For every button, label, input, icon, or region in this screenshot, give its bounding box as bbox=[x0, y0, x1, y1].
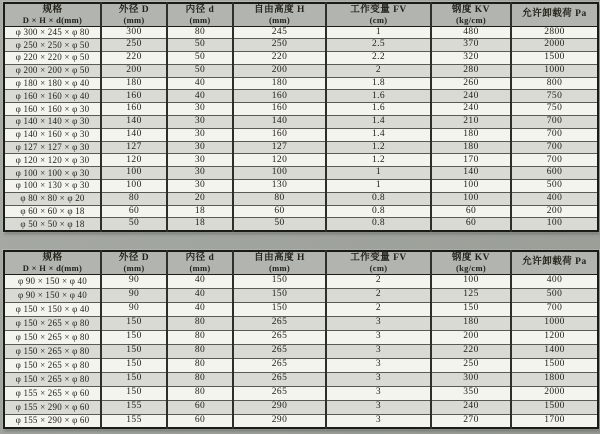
value-cell: 140 bbox=[101, 116, 167, 129]
table-row bbox=[4, 116, 598, 129]
value-cell: 1.6 bbox=[326, 90, 431, 103]
column-header-working-deflection bbox=[326, 3, 431, 26]
value-cell: 1700 bbox=[511, 414, 598, 428]
value-cell: 240 bbox=[431, 400, 511, 414]
column-unit: D × H × d(mm) bbox=[22, 262, 83, 273]
value-cell: 200 bbox=[233, 64, 326, 77]
value-cell: 60 bbox=[431, 218, 511, 231]
value-cell: 300 bbox=[431, 372, 511, 386]
value-cell: 1.2 bbox=[326, 154, 431, 167]
column-title: 外径 D bbox=[118, 252, 150, 263]
table-row bbox=[4, 330, 598, 344]
value-cell: 100 bbox=[431, 274, 511, 288]
value-cell: 160 bbox=[233, 103, 326, 116]
column-header-free-height bbox=[233, 251, 326, 274]
value-cell: 80 bbox=[167, 358, 233, 372]
value-cell: 155 bbox=[101, 414, 167, 428]
value-cell: 500 bbox=[511, 288, 598, 302]
value-cell: 1000 bbox=[511, 316, 598, 330]
value-cell: 265 bbox=[233, 344, 326, 358]
value-cell: 240 bbox=[431, 90, 511, 103]
value-cell: 40 bbox=[167, 77, 233, 90]
value-cell: 3 bbox=[326, 414, 431, 428]
value-cell: 1000 bbox=[511, 64, 598, 77]
spec-cell: φ 150 × 265 × φ 80 bbox=[4, 372, 101, 386]
value-cell: 1.8 bbox=[326, 77, 431, 90]
value-cell: 700 bbox=[511, 154, 598, 167]
value-cell: 155 bbox=[101, 400, 167, 414]
value-cell: 30 bbox=[167, 128, 233, 141]
value-cell: 0.8 bbox=[326, 218, 431, 231]
value-cell: 265 bbox=[233, 316, 326, 330]
table-row bbox=[4, 192, 598, 205]
value-cell: 80 bbox=[167, 330, 233, 344]
value-cell: 0.8 bbox=[326, 205, 431, 218]
value-cell: 150 bbox=[431, 302, 511, 316]
value-cell: 120 bbox=[233, 154, 326, 167]
spec-cell: φ 140 × 140 × φ 30 bbox=[4, 116, 101, 129]
table-row bbox=[4, 358, 598, 372]
column-header-free-height bbox=[233, 3, 326, 26]
column-header-inner-diameter bbox=[167, 3, 233, 26]
value-cell: 80 bbox=[167, 344, 233, 358]
value-cell: 150 bbox=[233, 274, 326, 288]
value-cell: 260 bbox=[431, 77, 511, 90]
table-row bbox=[4, 372, 598, 386]
table-body bbox=[4, 274, 598, 428]
value-cell: 160 bbox=[233, 128, 326, 141]
spec-table-lower bbox=[3, 250, 599, 429]
value-cell: 800 bbox=[511, 77, 598, 90]
value-cell: 3 bbox=[326, 386, 431, 400]
column-unit: (mm) bbox=[189, 14, 211, 25]
value-cell: 265 bbox=[233, 358, 326, 372]
value-cell: 18 bbox=[167, 205, 233, 218]
value-cell: 40 bbox=[167, 288, 233, 302]
value-cell: 130 bbox=[233, 180, 326, 193]
value-cell: 150 bbox=[101, 386, 167, 400]
table-row bbox=[4, 316, 598, 330]
value-cell: 270 bbox=[431, 414, 511, 428]
table-row bbox=[4, 77, 598, 90]
value-cell: 150 bbox=[101, 372, 167, 386]
value-cell: 500 bbox=[511, 180, 598, 193]
column-title: 允许卸载荷 Pa bbox=[522, 257, 587, 268]
table-row bbox=[4, 103, 598, 116]
spec-cell: φ 300 × 245 × φ 80 bbox=[4, 26, 101, 39]
column-unit: (mm) bbox=[123, 14, 145, 25]
column-unit: (mm) bbox=[123, 262, 145, 273]
value-cell: 100 bbox=[101, 167, 167, 180]
table-body bbox=[4, 26, 598, 231]
value-cell: 170 bbox=[431, 154, 511, 167]
value-cell: 3 bbox=[326, 400, 431, 414]
value-cell: 700 bbox=[511, 141, 598, 154]
value-cell: 300 bbox=[101, 26, 167, 39]
table-row bbox=[4, 414, 598, 428]
value-cell: 180 bbox=[431, 316, 511, 330]
value-cell: 265 bbox=[233, 330, 326, 344]
value-cell: 150 bbox=[101, 344, 167, 358]
value-cell: 3 bbox=[326, 372, 431, 386]
value-cell: 1 bbox=[326, 167, 431, 180]
column-header-outer-diameter bbox=[101, 251, 167, 274]
column-unit: D × H × d(mm) bbox=[22, 14, 83, 25]
value-cell: 100 bbox=[233, 167, 326, 180]
value-cell: 60 bbox=[431, 205, 511, 218]
value-cell: 80 bbox=[101, 192, 167, 205]
value-cell: 40 bbox=[167, 302, 233, 316]
value-cell: 210 bbox=[431, 116, 511, 129]
table-row bbox=[4, 205, 598, 218]
column-unit: (mm) bbox=[268, 262, 291, 273]
header-row bbox=[4, 3, 598, 26]
value-cell: 100 bbox=[511, 218, 598, 231]
table-row bbox=[4, 288, 598, 302]
value-cell: 120 bbox=[101, 154, 167, 167]
header-row bbox=[4, 251, 598, 274]
value-cell: 90 bbox=[101, 302, 167, 316]
value-cell: 220 bbox=[101, 52, 167, 65]
value-cell: 80 bbox=[233, 192, 326, 205]
value-cell: 60 bbox=[167, 414, 233, 428]
spec-cell: φ 100 × 100 × φ 30 bbox=[4, 167, 101, 180]
value-cell: 80 bbox=[167, 386, 233, 400]
value-cell: 50 bbox=[167, 64, 233, 77]
value-cell: 350 bbox=[431, 386, 511, 400]
column-header-working-deflection bbox=[326, 251, 431, 274]
value-cell: 290 bbox=[233, 400, 326, 414]
value-cell: 40 bbox=[167, 274, 233, 288]
spec-cell: φ 155 × 265 × φ 60 bbox=[4, 386, 101, 400]
value-cell: 400 bbox=[511, 274, 598, 288]
value-cell: 1.4 bbox=[326, 116, 431, 129]
value-cell: 140 bbox=[233, 116, 326, 129]
value-cell: 480 bbox=[431, 26, 511, 39]
table-header bbox=[4, 251, 598, 274]
value-cell: 50 bbox=[167, 39, 233, 52]
column-unit: (cm) bbox=[369, 262, 388, 273]
table-row bbox=[4, 90, 598, 103]
value-cell: 127 bbox=[101, 141, 167, 154]
table-header bbox=[4, 3, 598, 26]
value-cell: 240 bbox=[431, 103, 511, 116]
column-title: 内径 d bbox=[185, 252, 215, 263]
value-cell: 3 bbox=[326, 358, 431, 372]
table-row bbox=[4, 218, 598, 231]
value-cell: 100 bbox=[101, 180, 167, 193]
value-cell: 80 bbox=[167, 372, 233, 386]
value-cell: 60 bbox=[167, 400, 233, 414]
spec-cell: φ 150 × 150 × φ 40 bbox=[4, 302, 101, 316]
spec-cell: φ 100 × 130 × φ 30 bbox=[4, 180, 101, 193]
value-cell: 30 bbox=[167, 141, 233, 154]
value-cell: 150 bbox=[233, 302, 326, 316]
value-cell: 160 bbox=[233, 90, 326, 103]
column-unit: (mm) bbox=[189, 262, 211, 273]
spec-cell: φ 120 × 120 × φ 30 bbox=[4, 154, 101, 167]
value-cell: 160 bbox=[101, 90, 167, 103]
table-row bbox=[4, 386, 598, 400]
value-cell: 30 bbox=[167, 167, 233, 180]
table-row bbox=[4, 39, 598, 52]
value-cell: 200 bbox=[101, 64, 167, 77]
value-cell: 2000 bbox=[511, 386, 598, 400]
table-row bbox=[4, 180, 598, 193]
column-title: 工作变量 FV bbox=[350, 252, 407, 263]
value-cell: 1200 bbox=[511, 330, 598, 344]
value-cell: 180 bbox=[431, 128, 511, 141]
column-header-allowable-load bbox=[511, 251, 598, 274]
value-cell: 2 bbox=[326, 302, 431, 316]
spec-cell: φ 200 × 200 × φ 50 bbox=[4, 64, 101, 77]
value-cell: 1500 bbox=[511, 52, 598, 65]
value-cell: 400 bbox=[511, 192, 598, 205]
column-title: 规格 bbox=[42, 4, 63, 15]
value-cell: 1400 bbox=[511, 344, 598, 358]
value-cell: 150 bbox=[233, 288, 326, 302]
column-unit: (kg/cm) bbox=[456, 14, 486, 25]
value-cell: 20 bbox=[167, 192, 233, 205]
value-cell: 127 bbox=[233, 141, 326, 154]
spec-cell: φ 160 × 160 × φ 30 bbox=[4, 103, 101, 116]
value-cell: 18 bbox=[167, 218, 233, 231]
value-cell: 1.2 bbox=[326, 141, 431, 154]
value-cell: 370 bbox=[431, 39, 511, 52]
value-cell: 30 bbox=[167, 154, 233, 167]
column-header-spec bbox=[4, 3, 101, 26]
value-cell: 1500 bbox=[511, 358, 598, 372]
value-cell: 200 bbox=[431, 330, 511, 344]
value-cell: 140 bbox=[101, 128, 167, 141]
value-cell: 80 bbox=[167, 26, 233, 39]
value-cell: 90 bbox=[101, 274, 167, 288]
value-cell: 700 bbox=[511, 116, 598, 129]
value-cell: 80 bbox=[167, 316, 233, 330]
table-row bbox=[4, 274, 598, 288]
column-title: 工作变量 FV bbox=[350, 4, 407, 15]
value-cell: 1800 bbox=[511, 372, 598, 386]
spec-cell: φ 155 × 290 × φ 60 bbox=[4, 400, 101, 414]
spec-cell: φ 150 × 265 × φ 80 bbox=[4, 330, 101, 344]
column-title: 规格 bbox=[42, 252, 63, 263]
spec-cell: φ 50 × 50 × φ 18 bbox=[4, 218, 101, 231]
value-cell: 1.4 bbox=[326, 128, 431, 141]
column-title: 内径 d bbox=[185, 4, 215, 15]
value-cell: 2000 bbox=[511, 39, 598, 52]
column-title: 自由高度 H bbox=[254, 252, 305, 263]
value-cell: 180 bbox=[233, 77, 326, 90]
value-cell: 50 bbox=[233, 218, 326, 231]
value-cell: 30 bbox=[167, 116, 233, 129]
column-title: 外径 D bbox=[118, 4, 150, 15]
spec-cell: φ 80 × 80 × φ 20 bbox=[4, 192, 101, 205]
value-cell: 265 bbox=[233, 372, 326, 386]
value-cell: 1 bbox=[326, 26, 431, 39]
value-cell: 30 bbox=[167, 180, 233, 193]
value-cell: 600 bbox=[511, 167, 598, 180]
value-cell: 150 bbox=[101, 316, 167, 330]
value-cell: 50 bbox=[101, 218, 167, 231]
value-cell: 250 bbox=[431, 358, 511, 372]
value-cell: 280 bbox=[431, 64, 511, 77]
table-row bbox=[4, 128, 598, 141]
spec-cell: φ 250 × 250 × φ 50 bbox=[4, 39, 101, 52]
value-cell: 100 bbox=[431, 192, 511, 205]
value-cell: 50 bbox=[167, 52, 233, 65]
spec-cell: φ 155 × 290 × φ 60 bbox=[4, 414, 101, 428]
value-cell: 140 bbox=[431, 167, 511, 180]
spec-table-upper bbox=[3, 2, 599, 232]
value-cell: 1 bbox=[326, 180, 431, 193]
value-cell: 150 bbox=[101, 358, 167, 372]
spec-cell: φ 90 × 150 × φ 40 bbox=[4, 274, 101, 288]
value-cell: 150 bbox=[101, 330, 167, 344]
table-row bbox=[4, 141, 598, 154]
value-cell: 180 bbox=[101, 77, 167, 90]
value-cell: 2 bbox=[326, 274, 431, 288]
value-cell: 220 bbox=[233, 52, 326, 65]
spec-cell: φ 127 × 127 × φ 30 bbox=[4, 141, 101, 154]
value-cell: 200 bbox=[511, 205, 598, 218]
column-unit: (mm) bbox=[268, 14, 291, 25]
spec-cell: φ 150 × 265 × φ 80 bbox=[4, 358, 101, 372]
value-cell: 40 bbox=[167, 90, 233, 103]
value-cell: 1.6 bbox=[326, 103, 431, 116]
column-unit: (kg/cm) bbox=[456, 262, 486, 273]
column-unit: (cm) bbox=[369, 14, 388, 25]
value-cell: 2.2 bbox=[326, 52, 431, 65]
value-cell: 3 bbox=[326, 344, 431, 358]
value-cell: 2 bbox=[326, 288, 431, 302]
table-row bbox=[4, 167, 598, 180]
table-row bbox=[4, 400, 598, 414]
column-title: 钢度 KV bbox=[451, 4, 491, 15]
column-title: 钢度 KV bbox=[451, 252, 491, 263]
value-cell: 2800 bbox=[511, 26, 598, 39]
table-row bbox=[4, 154, 598, 167]
value-cell: 750 bbox=[511, 103, 598, 116]
value-cell: 245 bbox=[233, 26, 326, 39]
value-cell: 265 bbox=[233, 386, 326, 400]
value-cell: 1500 bbox=[511, 400, 598, 414]
column-title: 允许卸载荷 Pa bbox=[522, 9, 587, 20]
column-header-spec bbox=[4, 251, 101, 274]
spec-cell: φ 150 × 265 × φ 80 bbox=[4, 316, 101, 330]
value-cell: 60 bbox=[233, 205, 326, 218]
value-cell: 180 bbox=[431, 141, 511, 154]
value-cell: 3 bbox=[326, 316, 431, 330]
value-cell: 125 bbox=[431, 288, 511, 302]
value-cell: 250 bbox=[233, 39, 326, 52]
column-header-allowable-load bbox=[511, 3, 598, 26]
value-cell: 30 bbox=[167, 103, 233, 116]
value-cell: 250 bbox=[101, 39, 167, 52]
spec-cell: φ 220 × 220 × φ 50 bbox=[4, 52, 101, 65]
value-cell: 100 bbox=[431, 180, 511, 193]
spec-cell: φ 140 × 160 × φ 30 bbox=[4, 128, 101, 141]
spec-cell: φ 60 × 60 × φ 18 bbox=[4, 205, 101, 218]
table-row bbox=[4, 52, 598, 65]
value-cell: 60 bbox=[101, 205, 167, 218]
value-cell: 750 bbox=[511, 90, 598, 103]
value-cell: 320 bbox=[431, 52, 511, 65]
column-header-outer-diameter bbox=[101, 3, 167, 26]
table-row bbox=[4, 64, 598, 77]
value-cell: 0.8 bbox=[326, 192, 431, 205]
value-cell: 90 bbox=[101, 288, 167, 302]
value-cell: 160 bbox=[101, 103, 167, 116]
value-cell: 220 bbox=[431, 344, 511, 358]
spec-cell: φ 160 × 160 × φ 40 bbox=[4, 90, 101, 103]
table-row bbox=[4, 344, 598, 358]
column-header-inner-diameter bbox=[167, 251, 233, 274]
column-header-stiffness bbox=[431, 3, 511, 26]
table-row bbox=[4, 26, 598, 39]
value-cell: 700 bbox=[511, 302, 598, 316]
table-row bbox=[4, 302, 598, 316]
column-header-stiffness bbox=[431, 251, 511, 274]
column-title: 自由高度 H bbox=[254, 4, 305, 15]
value-cell: 3 bbox=[326, 330, 431, 344]
spec-cell: φ 180 × 180 × φ 40 bbox=[4, 77, 101, 90]
value-cell: 2 bbox=[326, 64, 431, 77]
value-cell: 700 bbox=[511, 128, 598, 141]
value-cell: 2.5 bbox=[326, 39, 431, 52]
spec-cell: φ 90 × 150 × φ 40 bbox=[4, 288, 101, 302]
spec-cell: φ 150 × 265 × φ 80 bbox=[4, 344, 101, 358]
value-cell: 290 bbox=[233, 414, 326, 428]
